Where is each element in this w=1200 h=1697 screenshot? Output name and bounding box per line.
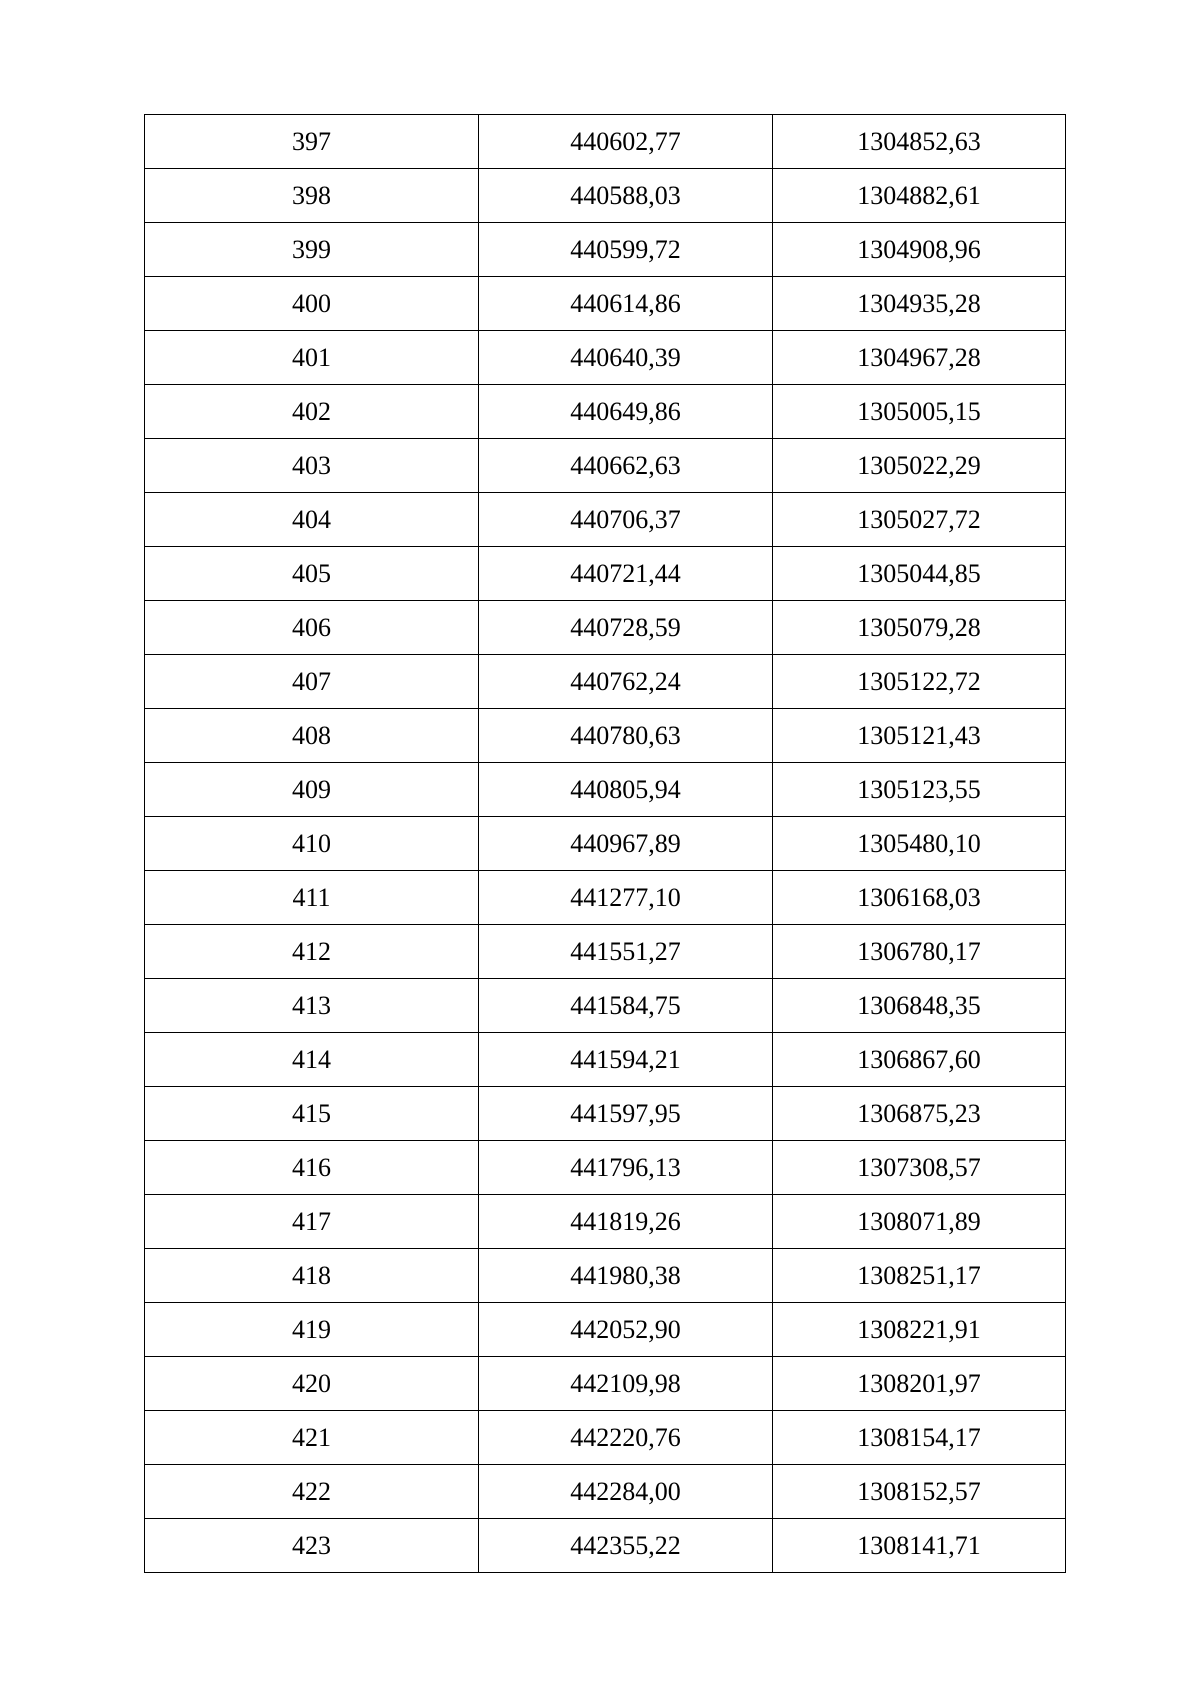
table-row bbox=[145, 169, 1066, 223]
x-coordinate-cell: 440649,86 bbox=[479, 385, 773, 439]
point-number-cell: 410 bbox=[145, 817, 479, 871]
y-coordinate-cell: 1308071,89 bbox=[773, 1195, 1066, 1249]
x-coordinate-cell: 441584,75 bbox=[479, 979, 773, 1033]
x-coordinate-cell: 441980,38 bbox=[479, 1249, 773, 1303]
y-coordinate-cell: 1306875,23 bbox=[773, 1087, 1066, 1141]
table-row bbox=[145, 115, 1066, 169]
x-coordinate-cell: 441551,27 bbox=[479, 925, 773, 979]
coordinates-table-body bbox=[145, 115, 1066, 1573]
y-coordinate-cell: 1305122,72 bbox=[773, 655, 1066, 709]
y-coordinate-cell: 1304935,28 bbox=[773, 277, 1066, 331]
y-coordinate-cell: 1305044,85 bbox=[773, 547, 1066, 601]
y-coordinate-cell: 1305121,43 bbox=[773, 709, 1066, 763]
point-number-cell: 407 bbox=[145, 655, 479, 709]
table-row bbox=[145, 1087, 1066, 1141]
point-number-cell: 400 bbox=[145, 277, 479, 331]
table-row bbox=[145, 277, 1066, 331]
point-number-cell: 416 bbox=[145, 1141, 479, 1195]
point-number-cell: 420 bbox=[145, 1357, 479, 1411]
table-row bbox=[145, 925, 1066, 979]
table-row bbox=[145, 1195, 1066, 1249]
point-number-cell: 398 bbox=[145, 169, 479, 223]
x-coordinate-cell: 440762,24 bbox=[479, 655, 773, 709]
y-coordinate-cell: 1305005,15 bbox=[773, 385, 1066, 439]
point-number-cell: 417 bbox=[145, 1195, 479, 1249]
y-coordinate-cell: 1306168,03 bbox=[773, 871, 1066, 925]
point-number-cell: 409 bbox=[145, 763, 479, 817]
y-coordinate-cell: 1305480,10 bbox=[773, 817, 1066, 871]
point-number-cell: 406 bbox=[145, 601, 479, 655]
y-coordinate-cell: 1308221,91 bbox=[773, 1303, 1066, 1357]
x-coordinate-cell: 440599,72 bbox=[479, 223, 773, 277]
table-row bbox=[145, 655, 1066, 709]
table-row bbox=[145, 1357, 1066, 1411]
y-coordinate-cell: 1308154,17 bbox=[773, 1411, 1066, 1465]
table-row bbox=[145, 223, 1066, 277]
table-row bbox=[145, 871, 1066, 925]
point-number-cell: 422 bbox=[145, 1465, 479, 1519]
x-coordinate-cell: 440640,39 bbox=[479, 331, 773, 385]
y-coordinate-cell: 1305027,72 bbox=[773, 493, 1066, 547]
point-number-cell: 421 bbox=[145, 1411, 479, 1465]
x-coordinate-cell: 441277,10 bbox=[479, 871, 773, 925]
y-coordinate-cell: 1308251,17 bbox=[773, 1249, 1066, 1303]
table-row bbox=[145, 331, 1066, 385]
x-coordinate-cell: 442355,22 bbox=[479, 1519, 773, 1573]
table-row bbox=[145, 709, 1066, 763]
point-number-cell: 419 bbox=[145, 1303, 479, 1357]
x-coordinate-cell: 441819,26 bbox=[479, 1195, 773, 1249]
x-coordinate-cell: 440721,44 bbox=[479, 547, 773, 601]
y-coordinate-cell: 1304852,63 bbox=[773, 115, 1066, 169]
table-row bbox=[145, 1465, 1066, 1519]
table-row bbox=[145, 493, 1066, 547]
y-coordinate-cell: 1304967,28 bbox=[773, 331, 1066, 385]
y-coordinate-cell: 1305022,29 bbox=[773, 439, 1066, 493]
x-coordinate-cell: 440588,03 bbox=[479, 169, 773, 223]
table-row bbox=[145, 1411, 1066, 1465]
x-coordinate-cell: 440614,86 bbox=[479, 277, 773, 331]
x-coordinate-cell: 440967,89 bbox=[479, 817, 773, 871]
y-coordinate-cell: 1307308,57 bbox=[773, 1141, 1066, 1195]
table-row bbox=[145, 601, 1066, 655]
point-number-cell: 402 bbox=[145, 385, 479, 439]
table-row bbox=[145, 979, 1066, 1033]
x-coordinate-cell: 442109,98 bbox=[479, 1357, 773, 1411]
table-row bbox=[145, 1303, 1066, 1357]
x-coordinate-cell: 442284,00 bbox=[479, 1465, 773, 1519]
point-number-cell: 403 bbox=[145, 439, 479, 493]
y-coordinate-cell: 1304882,61 bbox=[773, 169, 1066, 223]
y-coordinate-cell: 1308201,97 bbox=[773, 1357, 1066, 1411]
y-coordinate-cell: 1304908,96 bbox=[773, 223, 1066, 277]
x-coordinate-cell: 440805,94 bbox=[479, 763, 773, 817]
table-row bbox=[145, 817, 1066, 871]
table-row bbox=[145, 1249, 1066, 1303]
table-row bbox=[145, 547, 1066, 601]
x-coordinate-cell: 440728,59 bbox=[479, 601, 773, 655]
table-row bbox=[145, 439, 1066, 493]
x-coordinate-cell: 441594,21 bbox=[479, 1033, 773, 1087]
x-coordinate-cell: 440706,37 bbox=[479, 493, 773, 547]
y-coordinate-cell: 1306780,17 bbox=[773, 925, 1066, 979]
point-number-cell: 404 bbox=[145, 493, 479, 547]
x-coordinate-cell: 442220,76 bbox=[479, 1411, 773, 1465]
point-number-cell: 399 bbox=[145, 223, 479, 277]
x-coordinate-cell: 440662,63 bbox=[479, 439, 773, 493]
point-number-cell: 405 bbox=[145, 547, 479, 601]
point-number-cell: 412 bbox=[145, 925, 479, 979]
point-number-cell: 408 bbox=[145, 709, 479, 763]
y-coordinate-cell: 1305079,28 bbox=[773, 601, 1066, 655]
table-row bbox=[145, 1033, 1066, 1087]
point-number-cell: 397 bbox=[145, 115, 479, 169]
table-row bbox=[145, 385, 1066, 439]
table-row bbox=[145, 1519, 1066, 1573]
y-coordinate-cell: 1306867,60 bbox=[773, 1033, 1066, 1087]
x-coordinate-cell: 442052,90 bbox=[479, 1303, 773, 1357]
point-number-cell: 411 bbox=[145, 871, 479, 925]
x-coordinate-cell: 441597,95 bbox=[479, 1087, 773, 1141]
y-coordinate-cell: 1308152,57 bbox=[773, 1465, 1066, 1519]
y-coordinate-cell: 1305123,55 bbox=[773, 763, 1066, 817]
x-coordinate-cell: 440602,77 bbox=[479, 115, 773, 169]
point-number-cell: 415 bbox=[145, 1087, 479, 1141]
coordinates-table bbox=[144, 114, 1066, 1573]
point-number-cell: 418 bbox=[145, 1249, 479, 1303]
point-number-cell: 401 bbox=[145, 331, 479, 385]
point-number-cell: 413 bbox=[145, 979, 479, 1033]
x-coordinate-cell: 441796,13 bbox=[479, 1141, 773, 1195]
table-row bbox=[145, 763, 1066, 817]
point-number-cell: 414 bbox=[145, 1033, 479, 1087]
y-coordinate-cell: 1308141,71 bbox=[773, 1519, 1066, 1573]
y-coordinate-cell: 1306848,35 bbox=[773, 979, 1066, 1033]
table-row bbox=[145, 1141, 1066, 1195]
point-number-cell: 423 bbox=[145, 1519, 479, 1573]
x-coordinate-cell: 440780,63 bbox=[479, 709, 773, 763]
